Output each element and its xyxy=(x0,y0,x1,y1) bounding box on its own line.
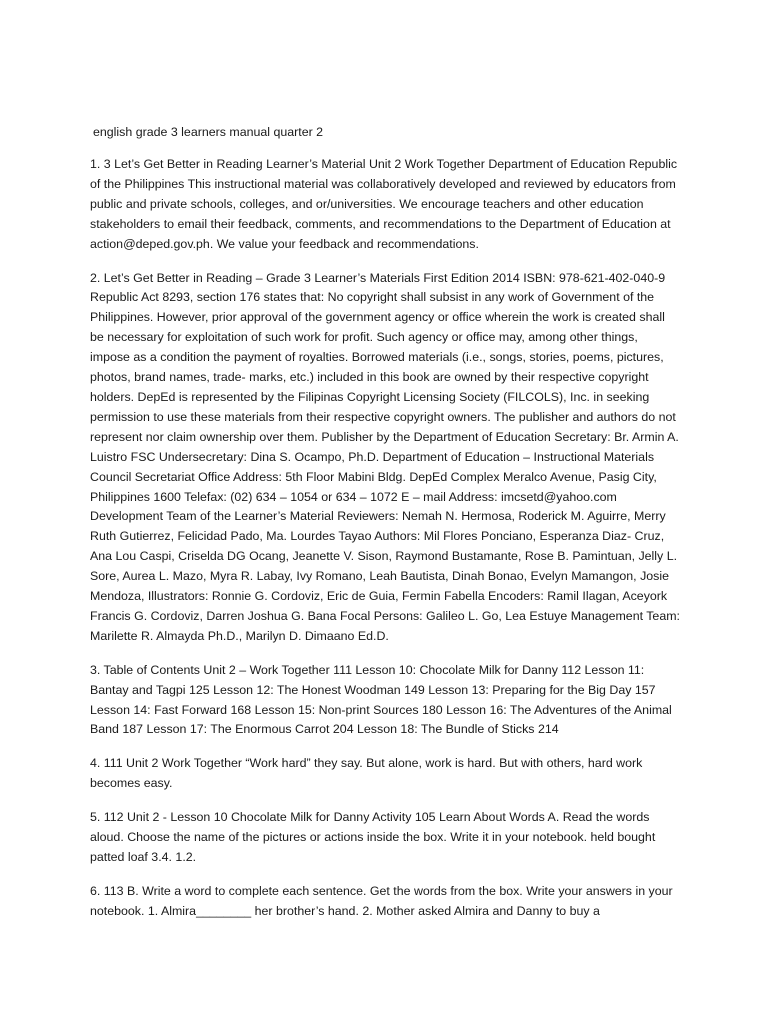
paragraph-2: 2. Let’s Get Better in Reading – Grade 3 Learner’s Materials First Edition 2014 ISBN: 978-621-402-040-9 Republic Act 8293, section 176 states that: No copyright shall subsist in any work of Government of the Philippines. However, prior approval of the government agency or office wherein the work is created shall be necessary for exploitation of such work for profit. Such agency or office may, among other things, impose as a condition the payment of royalties. Borrowed materials (i.e., songs, stories, poems, pictures, photos, brand names, trade- marks, etc.) included in this book are owned by their respective copyright holders. DepEd is represented by the Filipinas Copyright Licensing Society (FILCOLS), Inc. in seeking permission to use these materials from their respective copyright owners. The publisher and authors do not represent nor claim ownership over them. Publisher by the Department of Education Secretary: Br. Armin A. Luistro FSC Undersecretary: Dina S. Ocampo, Ph.D. Department of Education – Instructional Materials Council Secretariat Office Address: 5th Floor Mabini Bldg. DepEd Complex Meralco Avenue, Pasig City, Philippines 1600 Telefax: (02) 634 – 1054 or 634 – 1072 E – mail Address: imcsetd@yahoo.com Development Team of the Learner’s Material Reviewers: Nemah N. Hermosa, Roderick M. Aguirre, Merry Ruth Gutierrez, Felicidad Pado, Ma. Lourdes Tayao Authors: Mil Flores Ponciano, Esperanza Diaz- Cruz, Ana Lou Caspi, Criselda DG Ocang, Jeanette V. Sison, Raymond Bustamante, Rose B. Pamintuan, Jelly L. Sore, Aurea L. Mazo, Myra R. Labay, Ivy Romano, Leah Bautista, Dinah Bonao, Evelyn Mamangon, Josie Mendoza, Illustrators: Ronnie G. Cordoviz, Eric de Guia, Fermin Fabella Encoders: Ramil Ilagan, Aceyork Francis G. Cordoviz, Darren Joshua G. Bana Focal Persons: Galileo L. Go, Lea Estuye Management Team: Marilette R. Almayda Ph.D., Marilyn D. Dimaano Ed.D. xyxy=(90,270,680,643)
paragraph-4: 4. 111 Unit 2 Work Together “Work hard” they say. But alone, work is hard. But with others, hard work becomes easy. xyxy=(90,756,643,791)
document-title: english grade 3 learners manual quarter 2 xyxy=(93,125,324,139)
paragraph-3: 3. Table of Contents Unit 2 – Work Together 111 Lesson 10: Chocolate Milk for Danny 112 Lesson 11: Bantay and Tagpi 125 Lesson 12: The Honest Woodman 149 Lesson 13: Preparing for the Big Day 157 Lesson 14: Fast Forward 168 Lesson 15: Non-print Sources 180 Lesson 16: The Adventures of the Animal Band 187 Lesson 17: The Enormous Carrot 204 Lesson 18: The Bundle of Sticks 214 xyxy=(90,662,672,737)
paragraph-5: 5. 112 Unit 2 - Lesson 10 Chocolate Milk for Danny Activity 105 Learn About Words A. Read the words aloud. Choose the name of the pictures or actions inside the box. Write it in your notebook. held bought patted loaf 3.4. 1.2. xyxy=(90,810,656,864)
paragraph-6: 6. 113 B. Write a word to complete each sentence. Get the words from the box. Write your answers in your notebook. 1. Almira________ her brother’s hand. 2. Mother asked Almira and Danny to buy a xyxy=(90,883,673,918)
paragraph-1: 1. 3 Let’s Get Better in Reading Learner’s Material Unit 2 Work Together Department of Education Republic of the Philippines This instructional material was collaboratively developed and reviewed by educators from public and private schools, colleges, and or/universities. We encourage teachers and other education stakeholders to email their feedback, comments, and recommendations to the Department of Education at action@deped.gov.ph. We value your feedback and recommendations. xyxy=(90,157,678,251)
